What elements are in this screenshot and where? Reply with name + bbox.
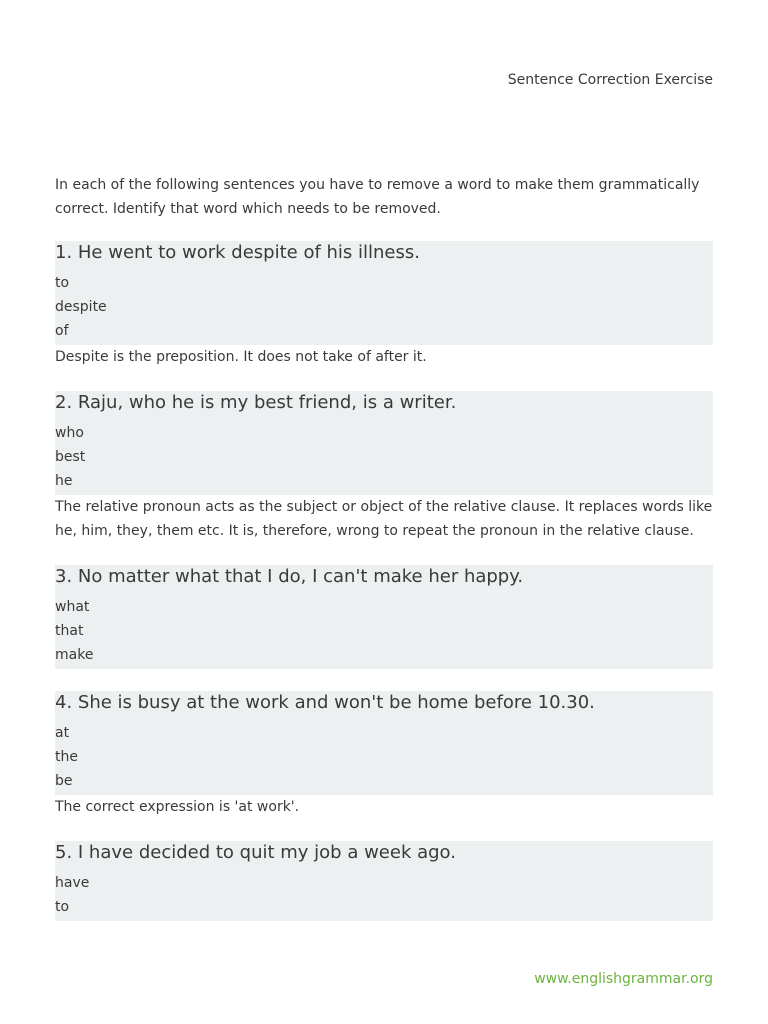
explanation: Despite is the preposition. It does not take of after it. [55, 349, 427, 365]
option-to[interactable]: to [55, 899, 70, 915]
question-4 [55, 691, 713, 819]
question-text: 5. I have decided to quit my job a week ago. [55, 842, 456, 863]
question-text: 3. No matter what that I do, I can't make her happy. [55, 566, 524, 587]
option-what[interactable]: what [55, 599, 90, 615]
question-1 [55, 241, 713, 369]
instructions: In each of the following sentences you have to remove a word to make them grammatically correct. Identify that word which needs to be removed. [55, 177, 700, 217]
option-he[interactable]: he [55, 473, 73, 489]
option-of[interactable]: of [55, 323, 69, 339]
option-to[interactable]: to [55, 275, 70, 291]
option-the[interactable]: the [55, 749, 78, 765]
option-be[interactable]: be [55, 773, 73, 789]
question-text: 2. Raju, who he is my best friend, is a writer. [55, 392, 457, 413]
question-box [55, 391, 713, 495]
option-who[interactable]: who [55, 425, 84, 441]
question-3 [55, 565, 713, 669]
question-2 [55, 391, 713, 543]
option-that[interactable]: that [55, 623, 84, 639]
option-make[interactable]: make [55, 647, 94, 663]
question-box [55, 691, 713, 795]
page-title: Sentence Correction Exercise [507, 72, 713, 88]
option-despite[interactable]: despite [55, 299, 107, 315]
question-text: 1. He went to work despite of his illness. [55, 242, 420, 263]
question-box [55, 841, 713, 921]
exercise-content [55, 173, 713, 943]
question-text: 4. She is busy at the work and won't be home before 10.30. [55, 692, 595, 713]
site-link[interactable]: www.englishgrammar.org [534, 971, 713, 987]
question-5 [55, 841, 713, 921]
option-have[interactable]: have [55, 875, 90, 891]
option-at[interactable]: at [55, 725, 70, 741]
explanation: The correct expression is 'at work'. [55, 799, 300, 815]
explanation: The relative pronoun acts as the subject or object of the relative clause. It replaces words like he, him, they, them etc. It is, therefore, wrong to repeat the pronoun in the relative clause. [55, 499, 713, 539]
question-box [55, 565, 713, 669]
question-box [55, 241, 713, 345]
option-best[interactable]: best [55, 449, 86, 465]
